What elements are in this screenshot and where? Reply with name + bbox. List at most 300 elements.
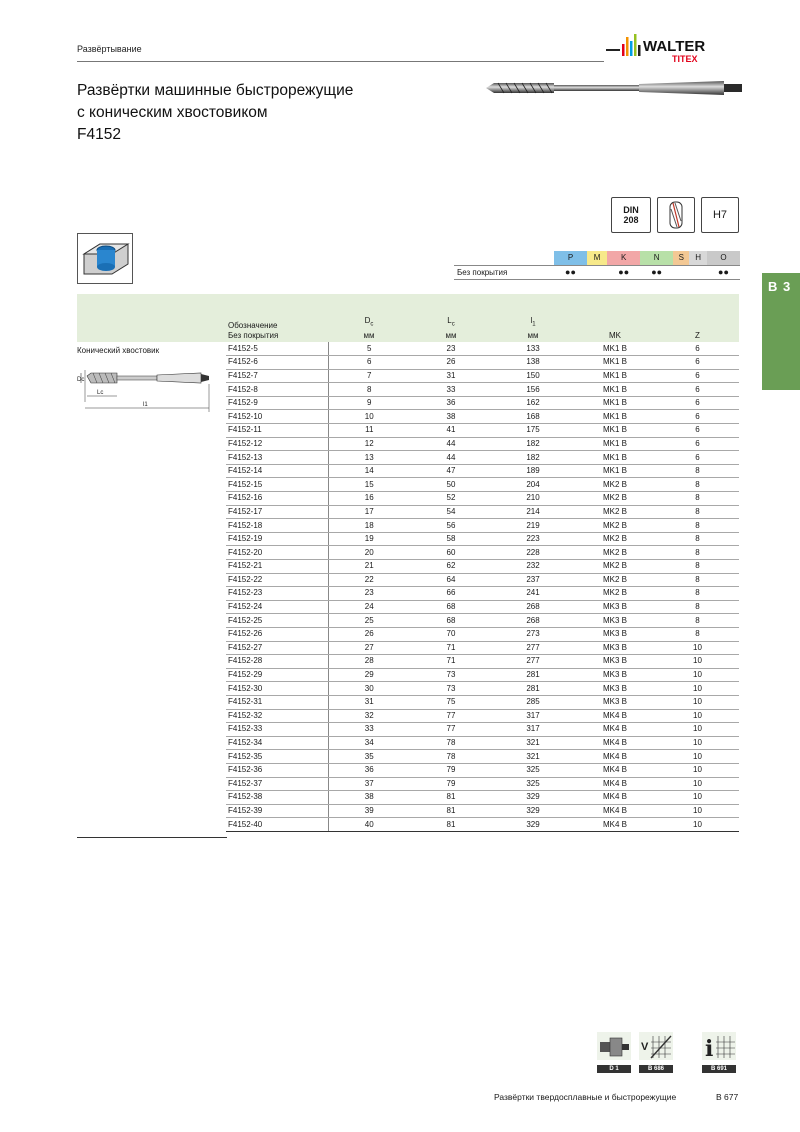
table-row (226, 750, 739, 764)
cell-dc: 22 (328, 573, 410, 587)
material-group-o: O (707, 251, 740, 265)
cell-dc: 7 (328, 369, 410, 383)
cell-l1: 325 (492, 763, 574, 777)
cell-dc: 40 (328, 818, 410, 832)
cell-z: 8 (656, 532, 739, 546)
cell-l1: 277 (492, 641, 574, 655)
cell-mk: MK3 B (574, 600, 656, 614)
cell-z: 6 (656, 383, 739, 397)
table-row (226, 723, 739, 737)
cell-designation: F4152-7 (226, 369, 328, 383)
table-row (226, 560, 739, 574)
straight-flute-icon (668, 201, 684, 229)
cell-l1: 273 (492, 627, 574, 641)
reamer-product-image (484, 76, 746, 100)
cell-dc: 29 (328, 668, 410, 682)
cell-lc: 56 (410, 519, 492, 533)
cell-l1: 241 (492, 587, 574, 601)
cell-dc: 36 (328, 763, 410, 777)
cell-l1: 317 (492, 709, 574, 723)
cell-l1: 237 (492, 573, 574, 587)
cell-lc: 54 (410, 505, 492, 519)
cell-mk: MK3 B (574, 668, 656, 682)
din-badge (611, 197, 651, 233)
cell-lc: 38 (410, 410, 492, 424)
cell-dc: 11 (328, 424, 410, 438)
cell-z: 8 (656, 464, 739, 478)
suitability-s (673, 265, 689, 279)
col-mk: MK (609, 330, 621, 340)
cell-designation: F4152-22 (226, 573, 328, 587)
table-row (226, 424, 739, 438)
cell-designation: F4152-25 (226, 614, 328, 628)
table-row (226, 451, 739, 465)
cell-mk: MK4 B (574, 804, 656, 818)
material-table (454, 251, 740, 280)
col-dc: $D_c$ мм (363, 316, 375, 340)
table-header-row (226, 313, 739, 342)
cell-lc: 71 (410, 655, 492, 669)
cell-designation: F4152-15 (226, 478, 328, 492)
cell-mk: MK2 B (574, 587, 656, 601)
cell-l1: 204 (492, 478, 574, 492)
cell-lc: 41 (410, 424, 492, 438)
page-number: B 677 (716, 1092, 739, 1102)
cell-lc: 52 (410, 492, 492, 506)
cell-z: 6 (656, 451, 739, 465)
cell-l1: 138 (492, 356, 574, 370)
cell-l1: 268 (492, 614, 574, 628)
cell-dc: 35 (328, 750, 410, 764)
cell-z: 8 (656, 478, 739, 492)
cell-l1: 214 (492, 505, 574, 519)
cell-l1: 325 (492, 777, 574, 791)
cell-z: 10 (656, 668, 739, 682)
cell-designation: F4152-26 (226, 627, 328, 641)
cell-dc: 8 (328, 383, 410, 397)
table-row (226, 763, 739, 777)
cell-lc: 31 (410, 369, 492, 383)
cell-l1: 168 (492, 410, 574, 424)
cell-designation: F4152-36 (226, 763, 328, 777)
cell-mk: MK2 B (574, 519, 656, 533)
table-row (226, 655, 739, 669)
table-row (226, 532, 739, 546)
table-row (226, 818, 739, 832)
cell-z: 8 (656, 505, 739, 519)
logo-sub-text: TITEX (672, 54, 698, 64)
cell-lc: 44 (410, 437, 492, 451)
cell-z: 8 (656, 519, 739, 533)
cell-z: 6 (656, 356, 739, 370)
cell-mk: MK4 B (574, 750, 656, 764)
ref-label-info: B 691 (702, 1065, 736, 1073)
svg-text:V: V (641, 1041, 649, 1053)
cell-z: 8 (656, 600, 739, 614)
cell-z: 6 (656, 396, 739, 410)
cell-z: 10 (656, 709, 739, 723)
cell-dc: 16 (328, 492, 410, 506)
suitability-p: ●● (565, 267, 576, 277)
title-code: F4152 (77, 126, 121, 143)
cell-lc: 62 (410, 560, 492, 574)
table-row (226, 614, 739, 628)
cell-designation: F4152-33 (226, 723, 328, 737)
header-rule (77, 61, 604, 62)
cell-lc: 60 (410, 546, 492, 560)
cell-l1: 228 (492, 546, 574, 560)
cell-lc: 47 (410, 464, 492, 478)
cell-lc: 77 (410, 709, 492, 723)
cell-mk: MK3 B (574, 655, 656, 669)
cell-l1: 281 (492, 668, 574, 682)
cell-lc: 33 (410, 383, 492, 397)
tool-dimension-sketch (77, 366, 217, 416)
cell-mk: MK1 B (574, 383, 656, 397)
table-row (226, 777, 739, 791)
cell-dc: 5 (328, 342, 410, 356)
cell-lc: 81 (410, 818, 492, 832)
cell-z: 10 (656, 777, 739, 791)
cell-mk: MK3 B (574, 641, 656, 655)
product-table (226, 313, 739, 832)
cell-l1: 150 (492, 369, 574, 383)
cell-designation: F4152-30 (226, 682, 328, 696)
reaming-operation-icon (77, 233, 133, 284)
ref-label-cutting-data: B 686 (639, 1065, 673, 1073)
cell-z: 10 (656, 655, 739, 669)
table-row (226, 342, 739, 356)
cell-dc: 20 (328, 546, 410, 560)
cell-designation: F4152-10 (226, 410, 328, 424)
cell-l1: 156 (492, 383, 574, 397)
cell-lc: 23 (410, 342, 492, 356)
cell-dc: 24 (328, 600, 410, 614)
cell-lc: 68 (410, 614, 492, 628)
table-row (226, 573, 739, 587)
cell-lc: 77 (410, 723, 492, 737)
material-group-s: S (673, 251, 689, 265)
cell-designation: F4152-37 (226, 777, 328, 791)
cell-z: 10 (656, 791, 739, 805)
ref-toolholder[interactable] (597, 1032, 631, 1073)
cell-l1: 232 (492, 560, 574, 574)
cell-z: 6 (656, 369, 739, 383)
walter-titex-logo (606, 32, 746, 68)
cell-mk: MK1 B (574, 464, 656, 478)
cell-z: 10 (656, 682, 739, 696)
cell-z: 8 (656, 573, 739, 587)
material-group-p: P (554, 251, 587, 265)
cell-lc: 81 (410, 804, 492, 818)
cell-dc: 38 (328, 791, 410, 805)
cell-mk: MK2 B (574, 505, 656, 519)
cell-mk: MK1 B (574, 437, 656, 451)
page-title (77, 80, 353, 146)
left-bottom-rule (77, 837, 227, 838)
cell-l1: 321 (492, 736, 574, 750)
cell-dc: 31 (328, 695, 410, 709)
dim-lc-label: Lc (97, 390, 104, 396)
cell-l1: 133 (492, 342, 574, 356)
suitability-m (587, 265, 607, 279)
cell-dc: 33 (328, 723, 410, 737)
cell-designation: F4152-31 (226, 695, 328, 709)
cell-dc: 15 (328, 478, 410, 492)
cell-designation: F4152-17 (226, 505, 328, 519)
cell-designation: F4152-16 (226, 492, 328, 506)
cell-mk: MK2 B (574, 532, 656, 546)
cell-lc: 58 (410, 532, 492, 546)
cell-dc: 6 (328, 356, 410, 370)
cell-z: 8 (656, 546, 739, 560)
cell-lc: 70 (410, 627, 492, 641)
cell-mk: MK4 B (574, 723, 656, 737)
cell-lc: 78 (410, 736, 492, 750)
cell-z: 10 (656, 750, 739, 764)
table-row (226, 641, 739, 655)
table-row (226, 682, 739, 696)
cell-dc: 17 (328, 505, 410, 519)
title-line-1: Развёртки машинные быстрорежущие (77, 82, 354, 99)
cell-lc: 68 (410, 600, 492, 614)
cell-designation: F4152-8 (226, 383, 328, 397)
cell-dc: 28 (328, 655, 410, 669)
dim-l1-label: l1 (143, 402, 148, 408)
cell-designation: F4152-38 (226, 791, 328, 805)
cell-dc: 23 (328, 587, 410, 601)
cell-designation: F4152-40 (226, 818, 328, 832)
cell-dc: 34 (328, 736, 410, 750)
cell-designation: F4152-18 (226, 519, 328, 533)
cell-mk: MK3 B (574, 627, 656, 641)
section-label: Развёртывание (77, 44, 142, 54)
cell-designation: F4152-11 (226, 424, 328, 438)
table-row (226, 369, 739, 383)
cell-l1: 329 (492, 804, 574, 818)
cell-designation: F4152-13 (226, 451, 328, 465)
table-row (226, 396, 739, 410)
table-row (226, 627, 739, 641)
cell-dc: 26 (328, 627, 410, 641)
cell-dc: 32 (328, 709, 410, 723)
cell-dc: 21 (328, 560, 410, 574)
table-row (226, 546, 739, 560)
table-row (226, 587, 739, 601)
cell-designation: F4152-28 (226, 655, 328, 669)
cell-l1: 281 (492, 682, 574, 696)
table-row (226, 804, 739, 818)
col-z: Z (695, 330, 700, 340)
cell-mk: MK2 B (574, 478, 656, 492)
table-row (226, 478, 739, 492)
cell-z: 8 (656, 614, 739, 628)
table-row (226, 519, 739, 533)
cell-mk: MK1 B (574, 396, 656, 410)
cell-z: 10 (656, 763, 739, 777)
svg-text:i: i (705, 1036, 714, 1060)
cell-dc: 13 (328, 451, 410, 465)
cell-z: 8 (656, 492, 739, 506)
cell-mk: MK4 B (574, 709, 656, 723)
cell-dc: 18 (328, 519, 410, 533)
cell-z: 6 (656, 342, 739, 356)
cell-lc: 71 (410, 641, 492, 655)
cell-l1: 210 (492, 492, 574, 506)
cell-mk: MK2 B (574, 546, 656, 560)
info-icon (702, 1032, 736, 1060)
cell-l1: 329 (492, 818, 574, 832)
cell-designation: F4152-35 (226, 750, 328, 764)
cell-dc: 19 (328, 532, 410, 546)
tolerance-badge: H7 (701, 197, 739, 233)
cell-l1: 285 (492, 695, 574, 709)
cell-dc: 27 (328, 641, 410, 655)
cell-z: 10 (656, 723, 739, 737)
cell-mk: MK2 B (574, 492, 656, 506)
din-label: DIN (623, 205, 639, 215)
cell-mk: MK2 B (574, 573, 656, 587)
cell-mk: MK1 B (574, 356, 656, 370)
cell-lc: 79 (410, 763, 492, 777)
suitability-h (689, 265, 707, 279)
table-row (226, 492, 739, 506)
cell-dc: 14 (328, 464, 410, 478)
table-row (226, 437, 739, 451)
cell-lc: 66 (410, 587, 492, 601)
cell-l1: 182 (492, 451, 574, 465)
cell-lc: 64 (410, 573, 492, 587)
material-group-n: N (640, 251, 673, 265)
cell-lc: 79 (410, 777, 492, 791)
ref-info[interactable] (702, 1032, 736, 1073)
table-row (226, 709, 739, 723)
helix-badge (657, 197, 695, 233)
cell-l1: 321 (492, 750, 574, 764)
cell-designation: F4152-24 (226, 600, 328, 614)
cell-designation: F4152-5 (226, 342, 328, 356)
ref-cutting-data[interactable] (639, 1032, 673, 1073)
cell-z: 10 (656, 804, 739, 818)
cell-lc: 73 (410, 682, 492, 696)
cell-mk: MK4 B (574, 791, 656, 805)
cell-l1: 277 (492, 655, 574, 669)
cell-z: 6 (656, 437, 739, 451)
cell-designation: F4152-34 (226, 736, 328, 750)
material-group-h: H (689, 251, 707, 265)
table-row (226, 505, 739, 519)
col-l1: $l_1$ мм (527, 316, 539, 340)
cell-l1: 182 (492, 437, 574, 451)
table-row (226, 600, 739, 614)
footer-text: Развёртки твердосплавные и быстрорежущие (494, 1092, 677, 1102)
table-row (226, 736, 739, 750)
cutting-data-icon (639, 1032, 673, 1060)
cell-mk: MK2 B (574, 560, 656, 574)
table-row (226, 356, 739, 370)
cell-dc: 9 (328, 396, 410, 410)
cell-designation: F4152-19 (226, 532, 328, 546)
suitability-k: ●● (618, 267, 630, 277)
cell-mk: MK4 B (574, 763, 656, 777)
cell-dc: 10 (328, 410, 410, 424)
cell-z: 8 (656, 587, 739, 601)
cell-designation: F4152-23 (226, 587, 328, 601)
material-group-m: M (587, 251, 607, 265)
ref-label-toolholder: D 1 (597, 1065, 631, 1073)
cell-l1: 175 (492, 424, 574, 438)
cell-z: 6 (656, 424, 739, 438)
cell-l1: 268 (492, 600, 574, 614)
cell-mk: MK4 B (574, 736, 656, 750)
col-lc: $L_c$ мм (445, 316, 457, 340)
coating-label: Без покрытия (457, 267, 508, 277)
cell-designation: F4152-39 (226, 804, 328, 818)
cell-designation: F4152-14 (226, 464, 328, 478)
table-row (226, 464, 739, 478)
logo-main-text: WALTER (643, 38, 706, 55)
cell-designation: F4152-27 (226, 641, 328, 655)
shank-type-label: Конический хвостовик (77, 346, 160, 355)
table-row (226, 695, 739, 709)
cell-designation: F4152-20 (226, 546, 328, 560)
cell-mk: MK4 B (574, 777, 656, 791)
cell-mk: MK3 B (574, 614, 656, 628)
cell-lc: 75 (410, 695, 492, 709)
cell-mk: MK1 B (574, 410, 656, 424)
cell-l1: 189 (492, 464, 574, 478)
suitability-o: ●● (718, 267, 729, 277)
cell-mk: MK1 B (574, 451, 656, 465)
cell-lc: 73 (410, 668, 492, 682)
cell-lc: 26 (410, 356, 492, 370)
cell-z: 10 (656, 695, 739, 709)
cell-l1: 317 (492, 723, 574, 737)
cell-dc: 39 (328, 804, 410, 818)
cell-designation: F4152-9 (226, 396, 328, 410)
col-designation: Обозначение Без покрытия (228, 321, 279, 340)
cell-l1: 219 (492, 519, 574, 533)
cell-lc: 81 (410, 791, 492, 805)
cell-l1: 162 (492, 396, 574, 410)
cell-l1: 223 (492, 532, 574, 546)
cell-dc: 12 (328, 437, 410, 451)
cell-lc: 36 (410, 396, 492, 410)
table-row (226, 410, 739, 424)
cell-mk: MK3 B (574, 695, 656, 709)
cell-z: 8 (656, 627, 739, 641)
cell-mk: MK4 B (574, 818, 656, 832)
suitability-n: ●● (651, 267, 663, 277)
cell-l1: 329 (492, 791, 574, 805)
cell-dc: 25 (328, 614, 410, 628)
cell-lc: 50 (410, 478, 492, 492)
section-tab[interactable]: B 3 (762, 273, 800, 390)
cell-mk: MK1 B (574, 369, 656, 383)
toolholder-icon (597, 1032, 631, 1060)
cell-z: 8 (656, 560, 739, 574)
cell-dc: 37 (328, 777, 410, 791)
table-row (226, 668, 739, 682)
cell-z: 10 (656, 818, 739, 832)
cell-designation: F4152-12 (226, 437, 328, 451)
cell-designation: F4152-32 (226, 709, 328, 723)
cell-mk: MK3 B (574, 682, 656, 696)
cell-designation: F4152-29 (226, 668, 328, 682)
cell-lc: 44 (410, 451, 492, 465)
dim-dc-label: Dc (77, 377, 85, 383)
cell-mk: MK1 B (574, 424, 656, 438)
